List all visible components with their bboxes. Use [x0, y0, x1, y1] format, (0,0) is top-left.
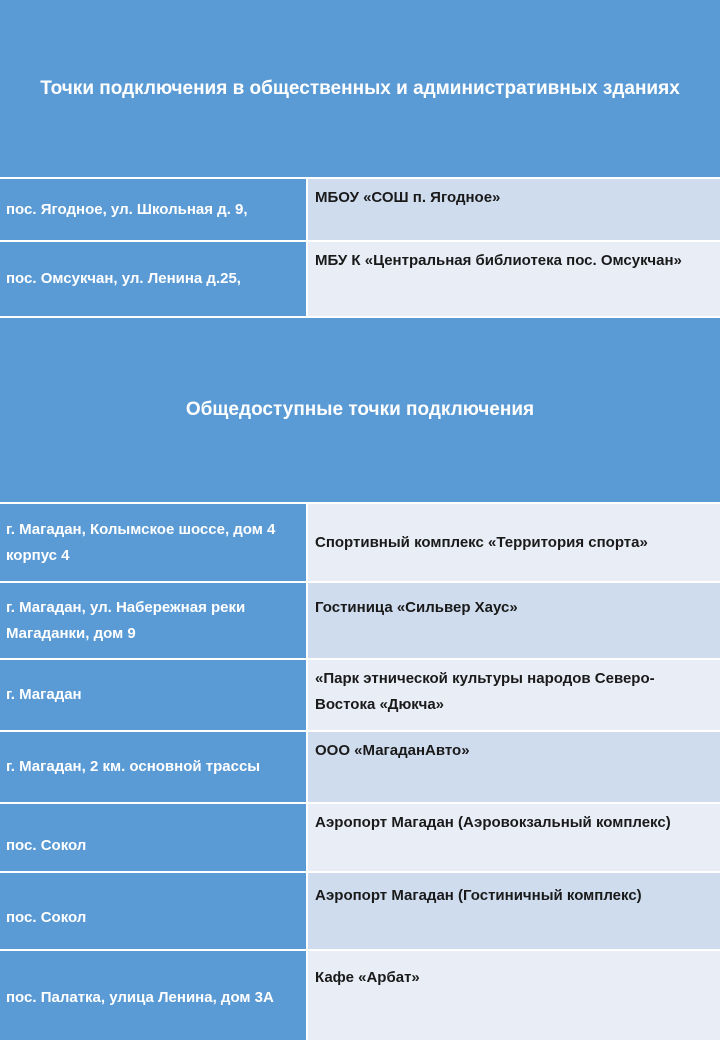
place-cell: Гостиница «Сильвер Хаус» — [306, 583, 720, 658]
address-cell: пос. Омсукчан, ул. Ленина д.25, — [0, 242, 306, 316]
table-row — [0, 240, 720, 316]
place-cell: ООО «МагаданАвто» — [306, 732, 720, 802]
address-cell: пос. Ягодное, ул. Школьная д. 9, — [0, 179, 306, 240]
section-title: Точки подключения в общественных и административных зданиях — [40, 77, 680, 99]
place-cell: Кафе «Арбат» — [306, 951, 720, 1040]
address-cell: г. Магадан, 2 км. основной трассы — [0, 732, 306, 802]
place-cell: Спортивный комплекс «Территория спорта» — [306, 504, 720, 581]
section-title: Общедоступные точки подключения — [185, 399, 535, 420]
place-cell: МБУ К «Центральная библиотека пос. Омсукчан» — [306, 242, 720, 316]
place-cell: МБОУ «СОШ п. Ягодное» — [306, 179, 720, 240]
section-header-public-access — [0, 316, 720, 502]
table-row — [0, 581, 720, 658]
table-row — [0, 802, 720, 871]
address-cell: г. Магадан, ул. Набережная реки Магаданки, дом 9 — [0, 583, 306, 658]
place-cell: «Парк этнической культуры народов Северо-Востока «Дюкча» — [306, 660, 720, 730]
address-cell: пос. Сокол — [0, 804, 306, 871]
table-row — [0, 502, 720, 581]
address-cell: пос. Сокол — [0, 873, 306, 949]
table-row — [0, 177, 720, 240]
table-row — [0, 730, 720, 802]
section-header-public-buildings — [0, 0, 720, 177]
address-cell: г. Магадан — [0, 660, 306, 730]
table-row — [0, 871, 720, 949]
place-cell: Аэропорт Магадан (Гостиничный комплекс) — [306, 873, 720, 949]
place-cell: Аэропорт Магадан (Аэровокзальный комплекс) — [306, 804, 720, 871]
address-cell: пос. Палатка, улица Ленина, дом 3А — [0, 951, 306, 1040]
table-row — [0, 949, 720, 1040]
table-row — [0, 658, 720, 730]
address-cell: г. Магадан, Колымское шоссе, дом 4 корпус 4 — [0, 504, 306, 581]
